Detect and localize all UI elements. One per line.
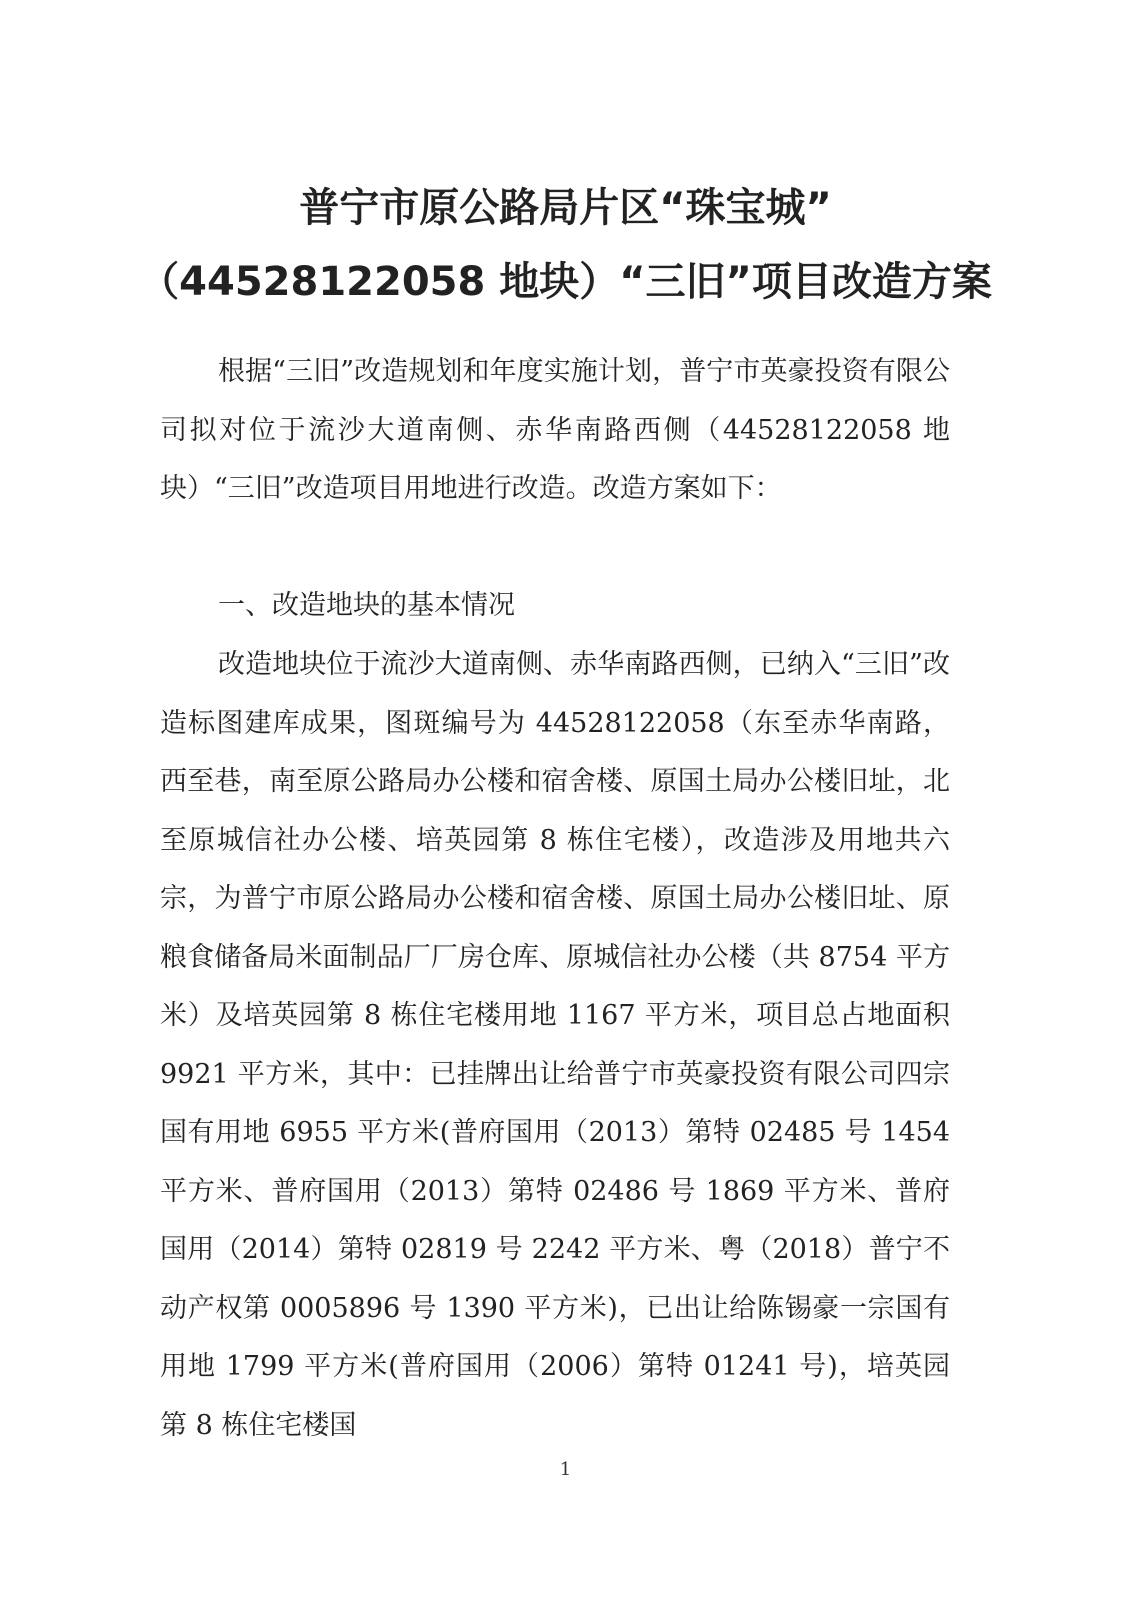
document-title-line-1: 普宁市原公路局片区“珠宝城” (299, 185, 832, 231)
section-heading-basic-situation: 一、改造地块的基本情况 (218, 590, 515, 621)
intro-paragraph: 根据“三旧”改造规划和年度实施计划，普宁市英豪投资有限公司拟对位于流沙大道南侧、赤华南路西侧（44528122058 地块）“三旧”改造项目用地进行改造。改造方案如下： (160, 356, 950, 504)
section-paragraph-basic-situation: 改造地块位于流沙大道南侧、赤华南路西侧，已纳入“三旧”改造标图建库成果，图斑编号为 44528122058（东至赤华南路，西至巷，南至原公路局办公楼和宿舍楼、原国土局办公楼旧址，北至原城信社办公楼、培英园第 8 栋住宅楼），改造涉及用地共六宗，为普宁市原公路局办公楼和宿舍楼、原国土局办公楼旧址、原粮食储备局米面制品厂厂房仓库、原城信社办公楼（共 8754 平方米）及培英园第 8 栋住宅楼用地 1167 平方米，项目总占地面积 9921 平方米，其中：已挂牌出让给普宁市英豪投资有限公司四宗国有用地 6955 平方米(普府国用（2013）第特 02485 号 1454 平方米、普府国用（2013）第特 02486 号 1869 平方米、普府国用（2014）第特 02819 号 2242 平方米、粤（2018）普宁不动产权第 0005896 号 1390 平方米)，已出让给陈锡豪一宗国有用地 1799 平方米(普府国用（2006）第特 01241 号)，培英园第 8 栋住宅楼国 (160, 649, 950, 1441)
page-number: 1 (559, 1459, 572, 1480)
document-title-line-2: （44528122058 地块）“三旧”项目改造方案 (139, 259, 992, 305)
